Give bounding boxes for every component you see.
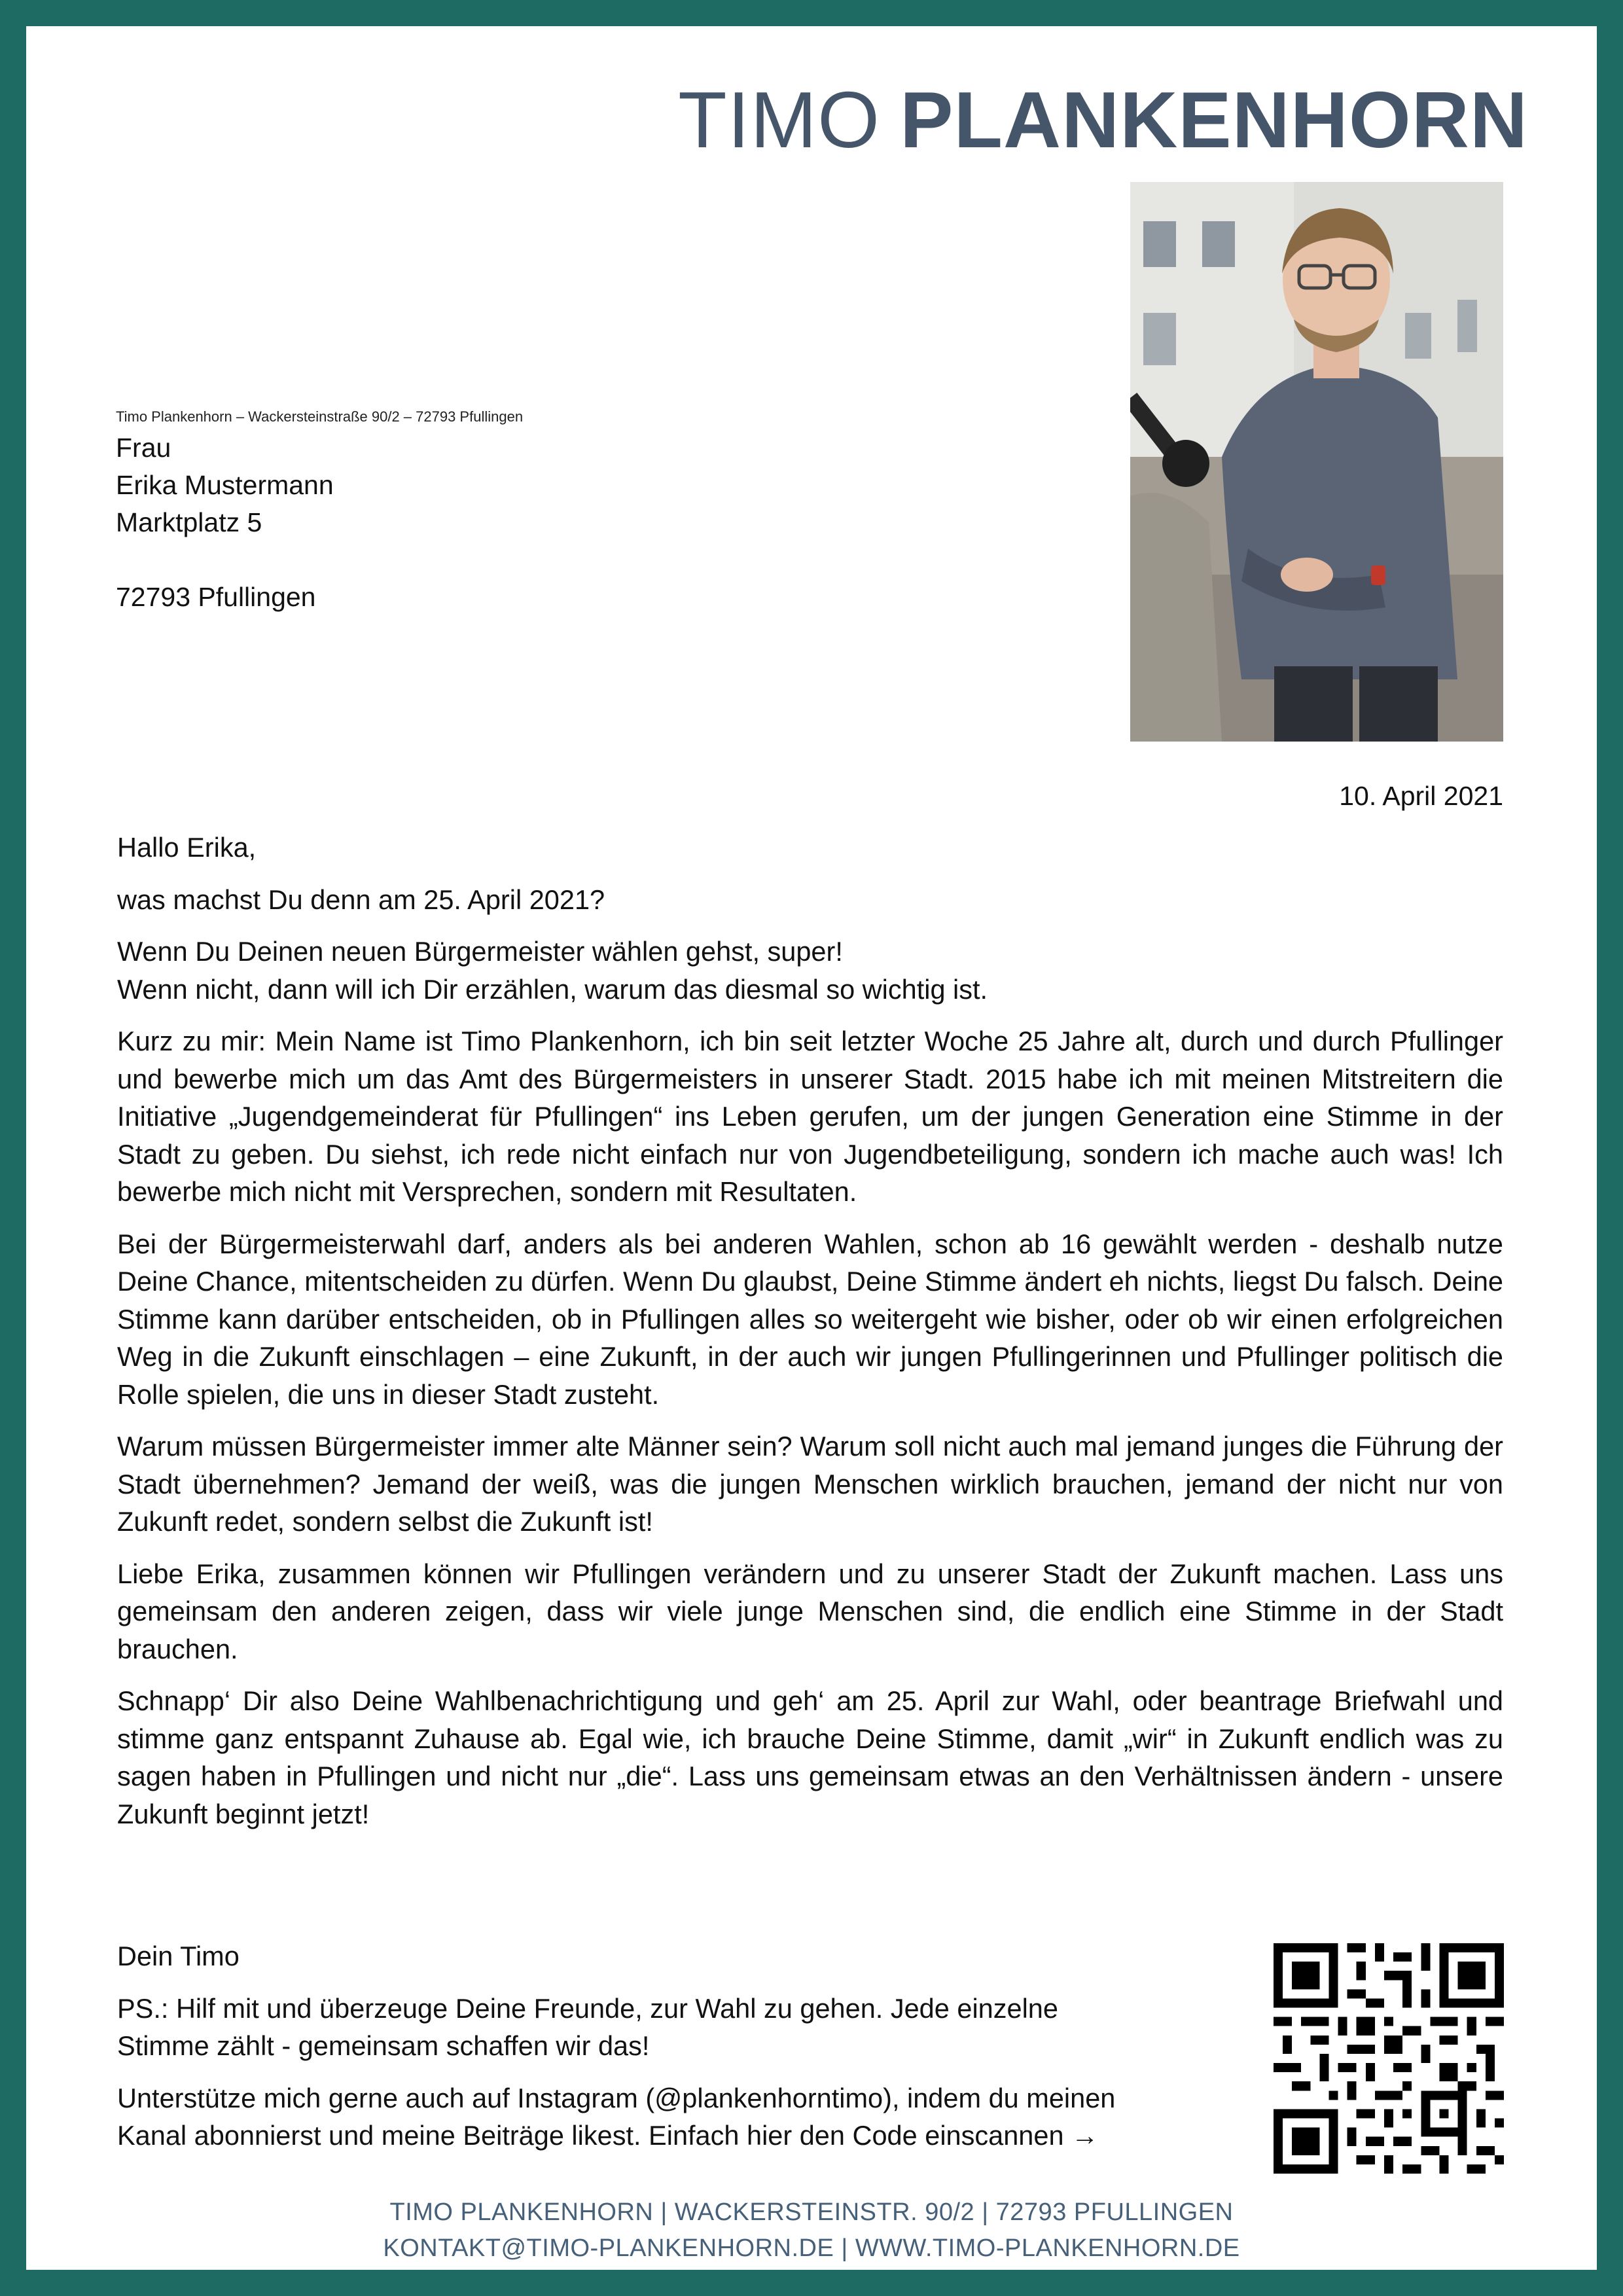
address-spacer: [116, 541, 334, 579]
letter-closing: [117, 1937, 1190, 2169]
brand-first-name: TIMO: [678, 75, 881, 164]
paragraph-intro: [117, 933, 1503, 1008]
signoff: Dein Timo: [117, 1941, 240, 1971]
paragraph-call-to-vote: Schnapp‘ Dir also Deine Wahlbenachrichtigung und geh‘ am 25. April zur Wahl, oder beantrage Briefwahl und stimme ganz entspannt Zuhause ab. Egal wie, ich brauche Deine Stimme, damit „wir“ in Zukunft endlich was zu sagen haben in Pfullingen und nicht nur „die“. Lass uns gemeinsam etwas an den Verhältnissen ändern - unsere Zukunft beginnt jetzt!: [117, 1685, 1503, 1829]
letter-body: [117, 829, 1503, 1847]
paragraph-together: Liebe Erika, zusammen können wir Pfullingen verändern und zu unserer Stadt der Zukunft machen. Lass uns gemeinsam den anderen zeigen, dass wir viele junge Menschen sind, die endlich eine Stimme in der Stadt brauchen.: [117, 1558, 1503, 1664]
candidate-photo: [1130, 182, 1503, 742]
recipient-street: Marktplatz 5: [116, 507, 262, 537]
recipient-name: Erika Mustermann: [116, 470, 334, 500]
postscript: [117, 1990, 1190, 2065]
recipient-address-block: [116, 429, 334, 616]
letter-date: 10. April 2021: [1339, 781, 1503, 811]
sender-return-address: Timo Plankenhorn – Wackersteinstraße 90/2 – 72793 Pfullingen: [116, 408, 524, 425]
instagram-note-line-2: Kanal abonnierst und meine Beiträge likest. Einfach hier den Code einscannen →: [117, 2120, 1099, 2151]
paragraph-about-me: Kurz zu mir: Mein Name ist Timo Plankenhorn, ich bin seit letzter Woche 25 Jahre alt, durch und durch Pfullinger und bewerbe mich um das Amt des Bürgermeisters in unserer Stadt. 2015 habe ich mit meinen Mitstreitern die Initiative „Jugendgemeinderat für Pfullingen“ ins Leben gerufen, um der jungen Generation eine Stimme in der Stadt zu geben. Du siehst, ich rede nicht einfach nur von Jugendbeteiligung, sondern ich mache auch was! Ich bewerbe mich nicht mit Versprechen, sondern mit Resultaten.: [117, 1026, 1503, 1207]
footer-address: TIMO PLANKENHORN | WACKERSTEINSTR. 90/2 | 72793 PFULLINGEN: [389, 2198, 1234, 2226]
qr-code-icon[interactable]: [1274, 1943, 1504, 2174]
paragraph-voting-age: Bei der Bürgermeisterwahl darf, anders als bei anderen Wahlen, schon ab 16 gewählt werden - deshalb nutze Deine Chance, mitentscheiden zu dürfen. Wenn Du glaubst, Deine Stimme ändert eh nichts, liegst Du falsch. Deine Stimme kann darüber entscheiden, ob in Pfullingen alles so weitergeht wie bisher, oder ob wir einen erfolgreichen Weg in die Zukunft einschlagen – eine Zukunft, in der auch wir jungen Pfullingerinnen und Pfullinger politisch die Rolle spielen, die uns in dieser Stadt zusteht.: [117, 1228, 1503, 1410]
instagram-note-line-1: Unterstütze mich gerne auch auf Instagram (@plankenhorntimo), indem du meinen: [117, 2082, 1116, 2113]
recipient-city: 72793 Pfullingen: [116, 582, 316, 612]
candidate-name-header: [678, 75, 1528, 164]
paragraph-young-mayor: Warum müssen Bürgermeister immer alte Männer sein? Warum soll nicht auch mal jemand junges die Führung der Stadt übernehmen? Jemand der weiß, was die jungen Menschen wirklich brauchen, jemand der nicht nur von Zukunft redet, sondern selbst die Zukunft ist!: [117, 1431, 1503, 1537]
greeting: Hallo Erika,: [117, 832, 257, 863]
paragraph-intro-line-2: Wenn nicht, dann will ich Dir erzählen, warum das diesmal so wichtig ist.: [117, 973, 988, 1005]
postscript-line-2: Stimme zählt - gemeinsam schaffen wir das!: [117, 2030, 650, 2061]
opening-question: was machst Du denn am 25. April 2021?: [117, 884, 605, 915]
letter-sheet: [26, 26, 1597, 2270]
brand-last-name: PLANKENHORN: [900, 75, 1528, 164]
footer-contact: [26, 2195, 1597, 2267]
recipient-salutation: Frau: [116, 433, 171, 463]
postscript-line-1: PS.: Hilf mit und überzeuge Deine Freunde, zur Wahl zu gehen. Jede einzelne: [117, 1992, 1058, 2024]
paragraph-intro-line-1: Wenn Du Deinen neuen Bürgermeister wählen gehst, super!: [117, 936, 843, 967]
footer-web-contact[interactable]: KONTAKT@TIMO-PLANKENHORN.DE | WWW.TIMO-PLANKENHORN.DE: [383, 2234, 1240, 2262]
instagram-note: [117, 2079, 1190, 2155]
